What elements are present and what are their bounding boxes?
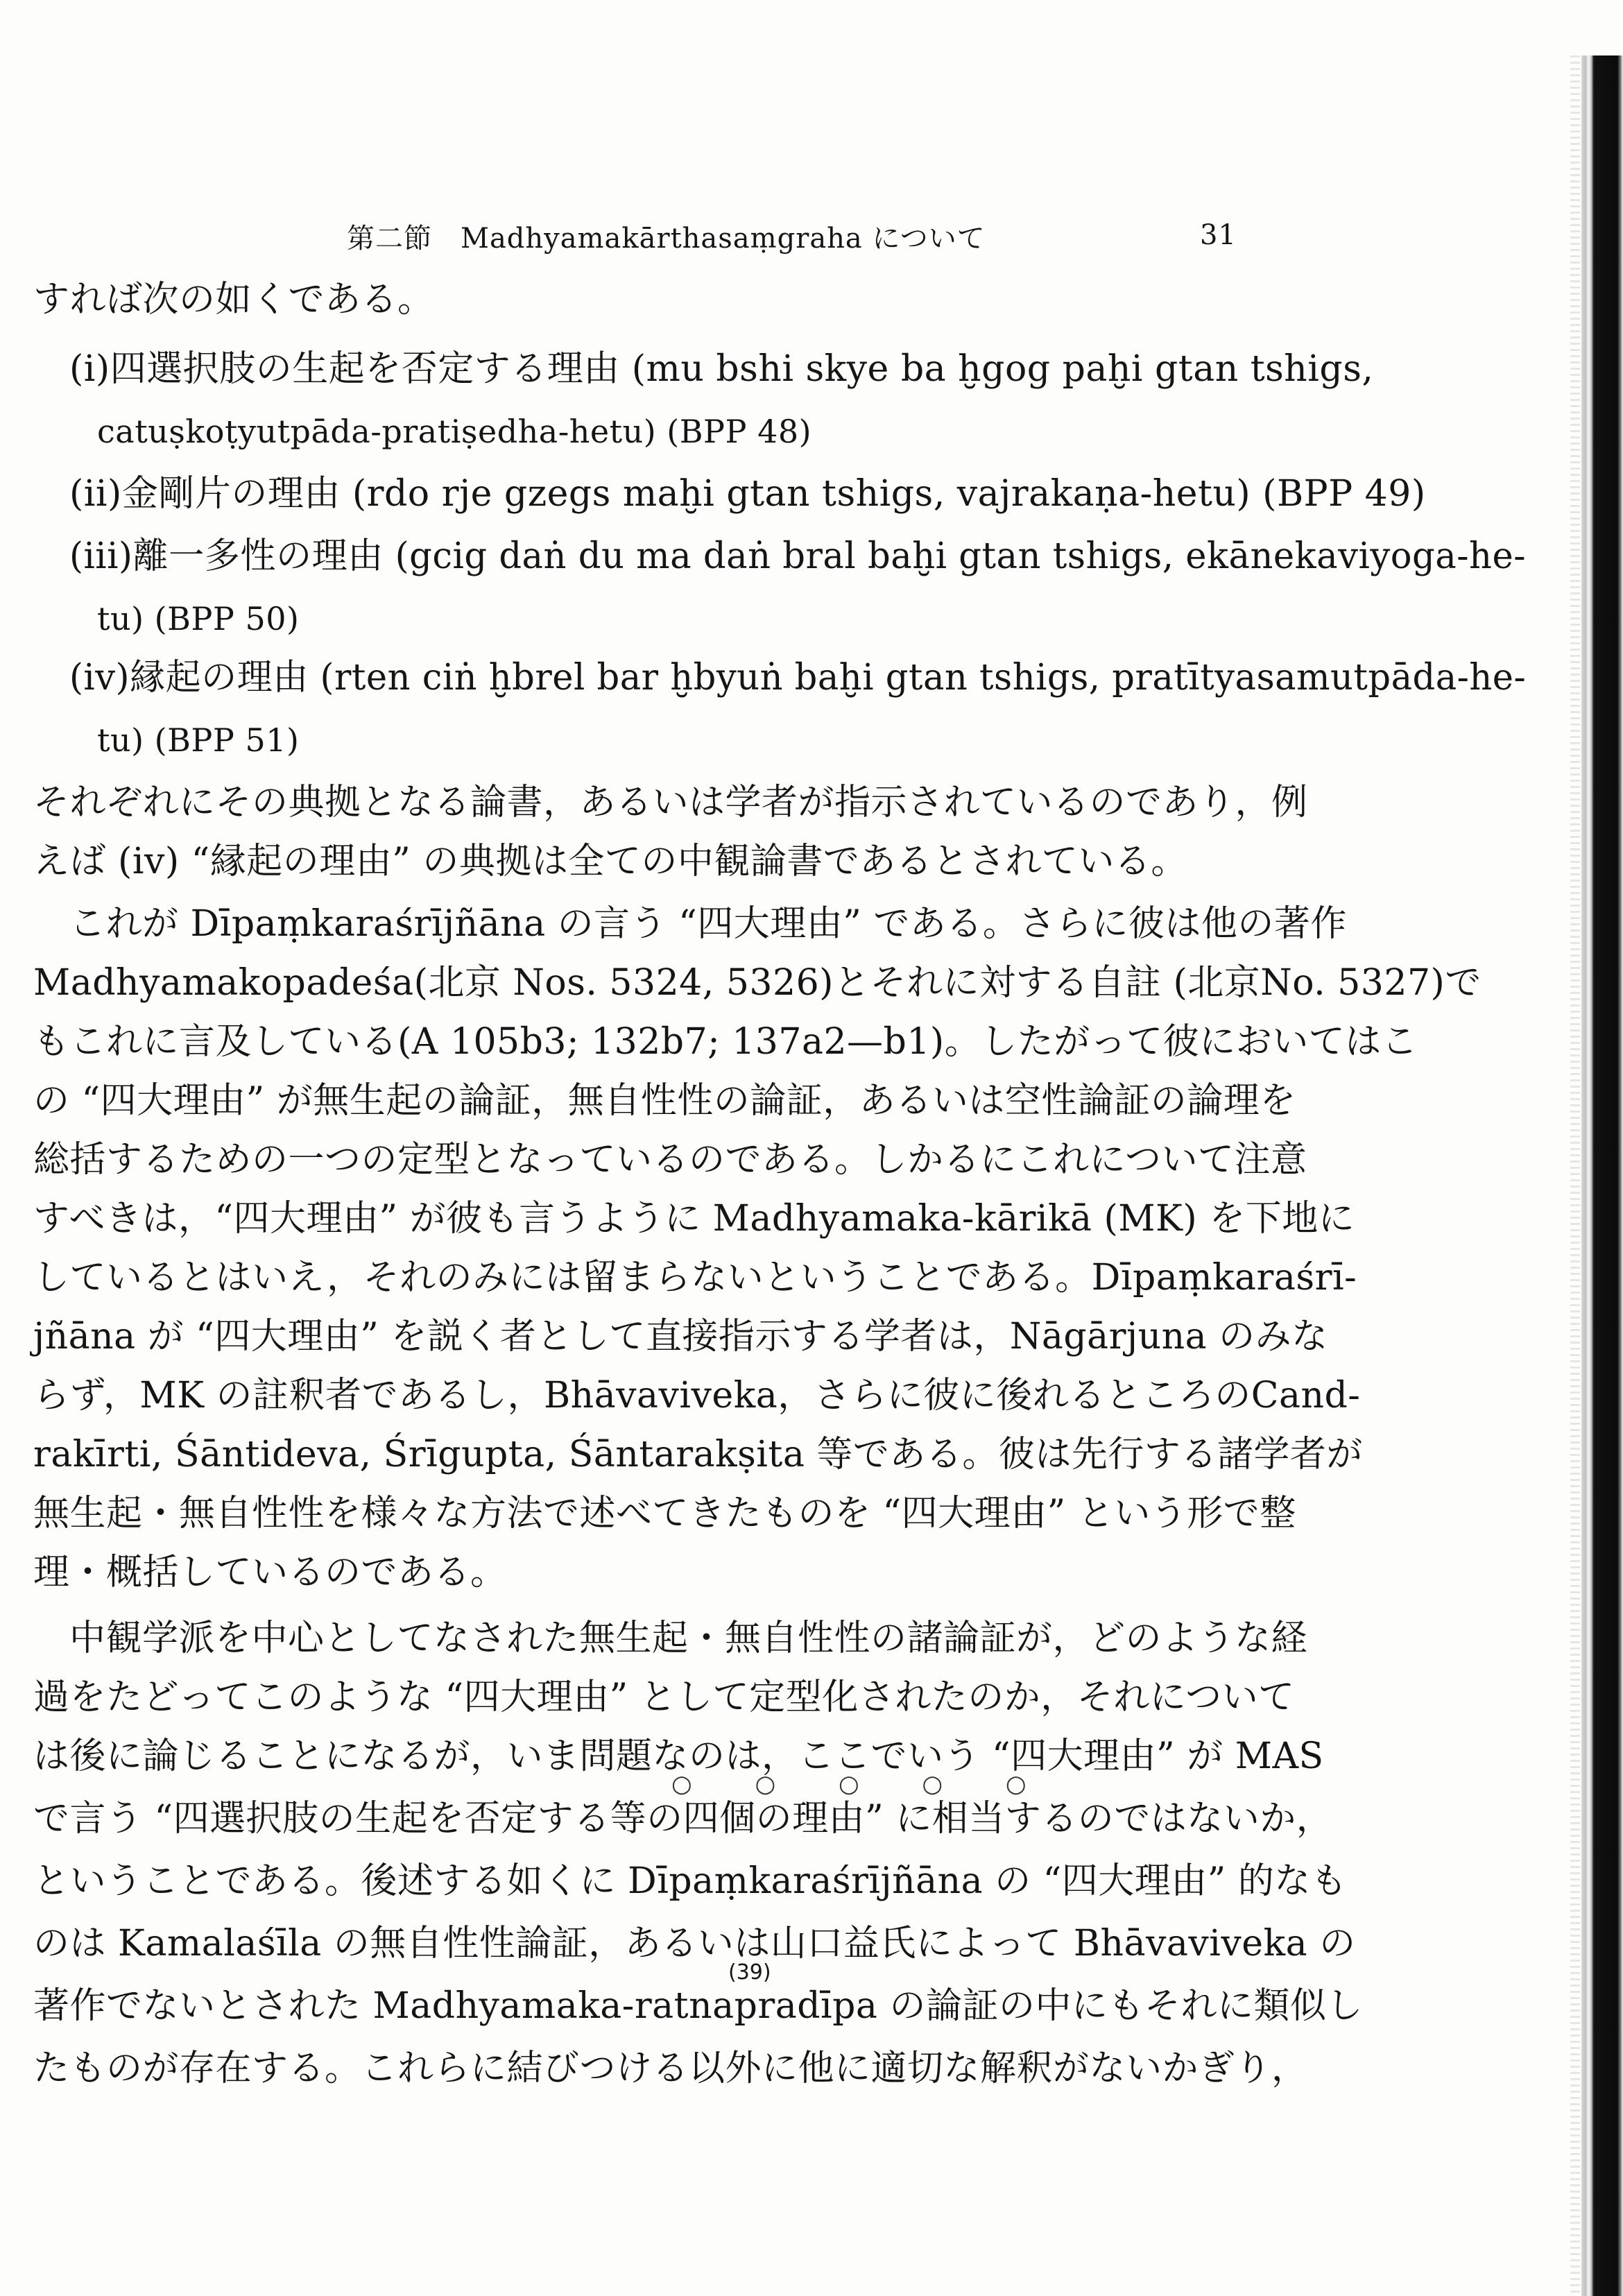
- list-item-iii: (iii)離一多性の理由 (gcig daṅ du ma daṅ bral baḫi gtan tshigs, ekānekaviyoga-he-: [69, 536, 1527, 577]
- text-line: らず，MK の註釈者であるし，Bhāvaviveka，さらに彼に後れるところのCand-: [33, 1375, 1361, 1416]
- text-line: のは Kamalaśīla の無自性性論証，あるいは山口益氏によって Bhāvaviveka の: [33, 1923, 1356, 1964]
- text-line: 総括するための一つの定型となっているのである。しかるにこれについて注意: [33, 1139, 1307, 1181]
- page-number: 31: [1200, 219, 1237, 251]
- running-header: [347, 216, 1248, 258]
- text-line: jñāna が “四大理由” を説く者として直接指示する学者は，Nāgārjuna のみな: [33, 1316, 1328, 1357]
- paragraph-start: これが Dīpaṃkaraśrījñāna の言う “四大理由” である。さらに彼は他の著作: [69, 903, 1347, 945]
- text-line: えば (iv) “縁起の理由” の典拠は全ての中観論書であるとされている。: [33, 841, 1187, 882]
- book-binding-edge: [1581, 55, 1623, 2296]
- list-item-iv: (iv)縁起の理由 (rten ciṅ ḫbrel bar ḫbyuṅ baḫi gtan tshigs, pratītyasamutpāda-he-: [69, 657, 1527, 699]
- text-line: ということである。後述する如くに Dīpaṃkaraśrījñāna の “四大理由” 的なも: [33, 1860, 1348, 1902]
- emphasis-dots: ○ ○ ○ ○ ○: [671, 1770, 1054, 1798]
- text-line: しているとはいえ，それのみには留まらないということである。Dīpaṃkaraśrī-: [33, 1257, 1357, 1299]
- text-line: もこれに言及している(A 105b3; 132b7; 137a2—b1)。したがって彼においてはこ: [33, 1021, 1418, 1063]
- footnote-marker: (39): [728, 1960, 771, 1985]
- text-line: の “四大理由” が無生起の論証，無自性性の論証，あるいは空性論証の論理を: [33, 1080, 1296, 1122]
- list-item-i: (i)四選択肢の生起を否定する理由 (mu bshi skye ba ḫgog paḫi gtan tshigs,: [69, 348, 1374, 390]
- text-line: たものが存在する。これらに結びつける以外に他に適切な解釈がないかぎり，: [33, 2048, 1308, 2089]
- text-line: Madhyamakopadeśa(北京 Nos. 5324, 5326)とそれに対する自註 (北京No. 5327)で: [33, 962, 1482, 1004]
- text-line: 著作でないとされた Madhyamaka-ratnapradīpa の論証の中にもそれに類似し: [33, 1985, 1363, 2027]
- text-line: 無生起・無自性性を様々な方法で述べてきたものを “四大理由” という形で整: [33, 1493, 1296, 1534]
- text-line: rakīrti, Śāntideva, Śrīgupta, Śāntarakṣita 等である。彼は先行する諸学者が: [33, 1434, 1363, 1475]
- text-line: すべきは，“四大理由” が彼も言うように Madhyamaka-kārikā (MK) を下地に: [33, 1198, 1355, 1240]
- running-header-title: 第二節 Madhyamakārthasaṃgraha について: [347, 223, 986, 255]
- paragraph-start: 中観学派を中心としてなされた無生起・無自性性の諸論証が，どのような経: [69, 1618, 1308, 1659]
- list-item-iii-cont: tu) (BPP 50): [97, 600, 300, 637]
- text-line: は後に論じることになるが，いま問題なのは，ここでいう “四大理由” が MAS: [33, 1736, 1324, 1777]
- list-item-i-cont: catuṣkoṭyutpāda-pratiṣedha-hetu) (BPP 48): [97, 413, 812, 450]
- text-line: すれば次の如くである。: [33, 279, 434, 320]
- list-item-iv-cont: tu) (BPP 51): [97, 721, 300, 759]
- text-line: 理・概括しているのである。: [33, 1552, 507, 1593]
- text-line: それぞれにその典拠となる論書，あるいは学者が指示されているのであり，例: [33, 782, 1308, 823]
- list-item-ii: (ii)金剛片の理由 (rdo rje gzegs maḫi gtan tshigs, vajrakaṇa-hetu) (BPP 49): [69, 473, 1426, 515]
- text-line: で言う “四選択肢の生起を否定する等の四個の理由” に相当するのではないか，: [33, 1798, 1333, 1840]
- page-edge-texture: [1570, 55, 1580, 2296]
- text-line: 過をたどってこのような “四大理由” として定型化されたのか，それについて: [33, 1677, 1295, 1718]
